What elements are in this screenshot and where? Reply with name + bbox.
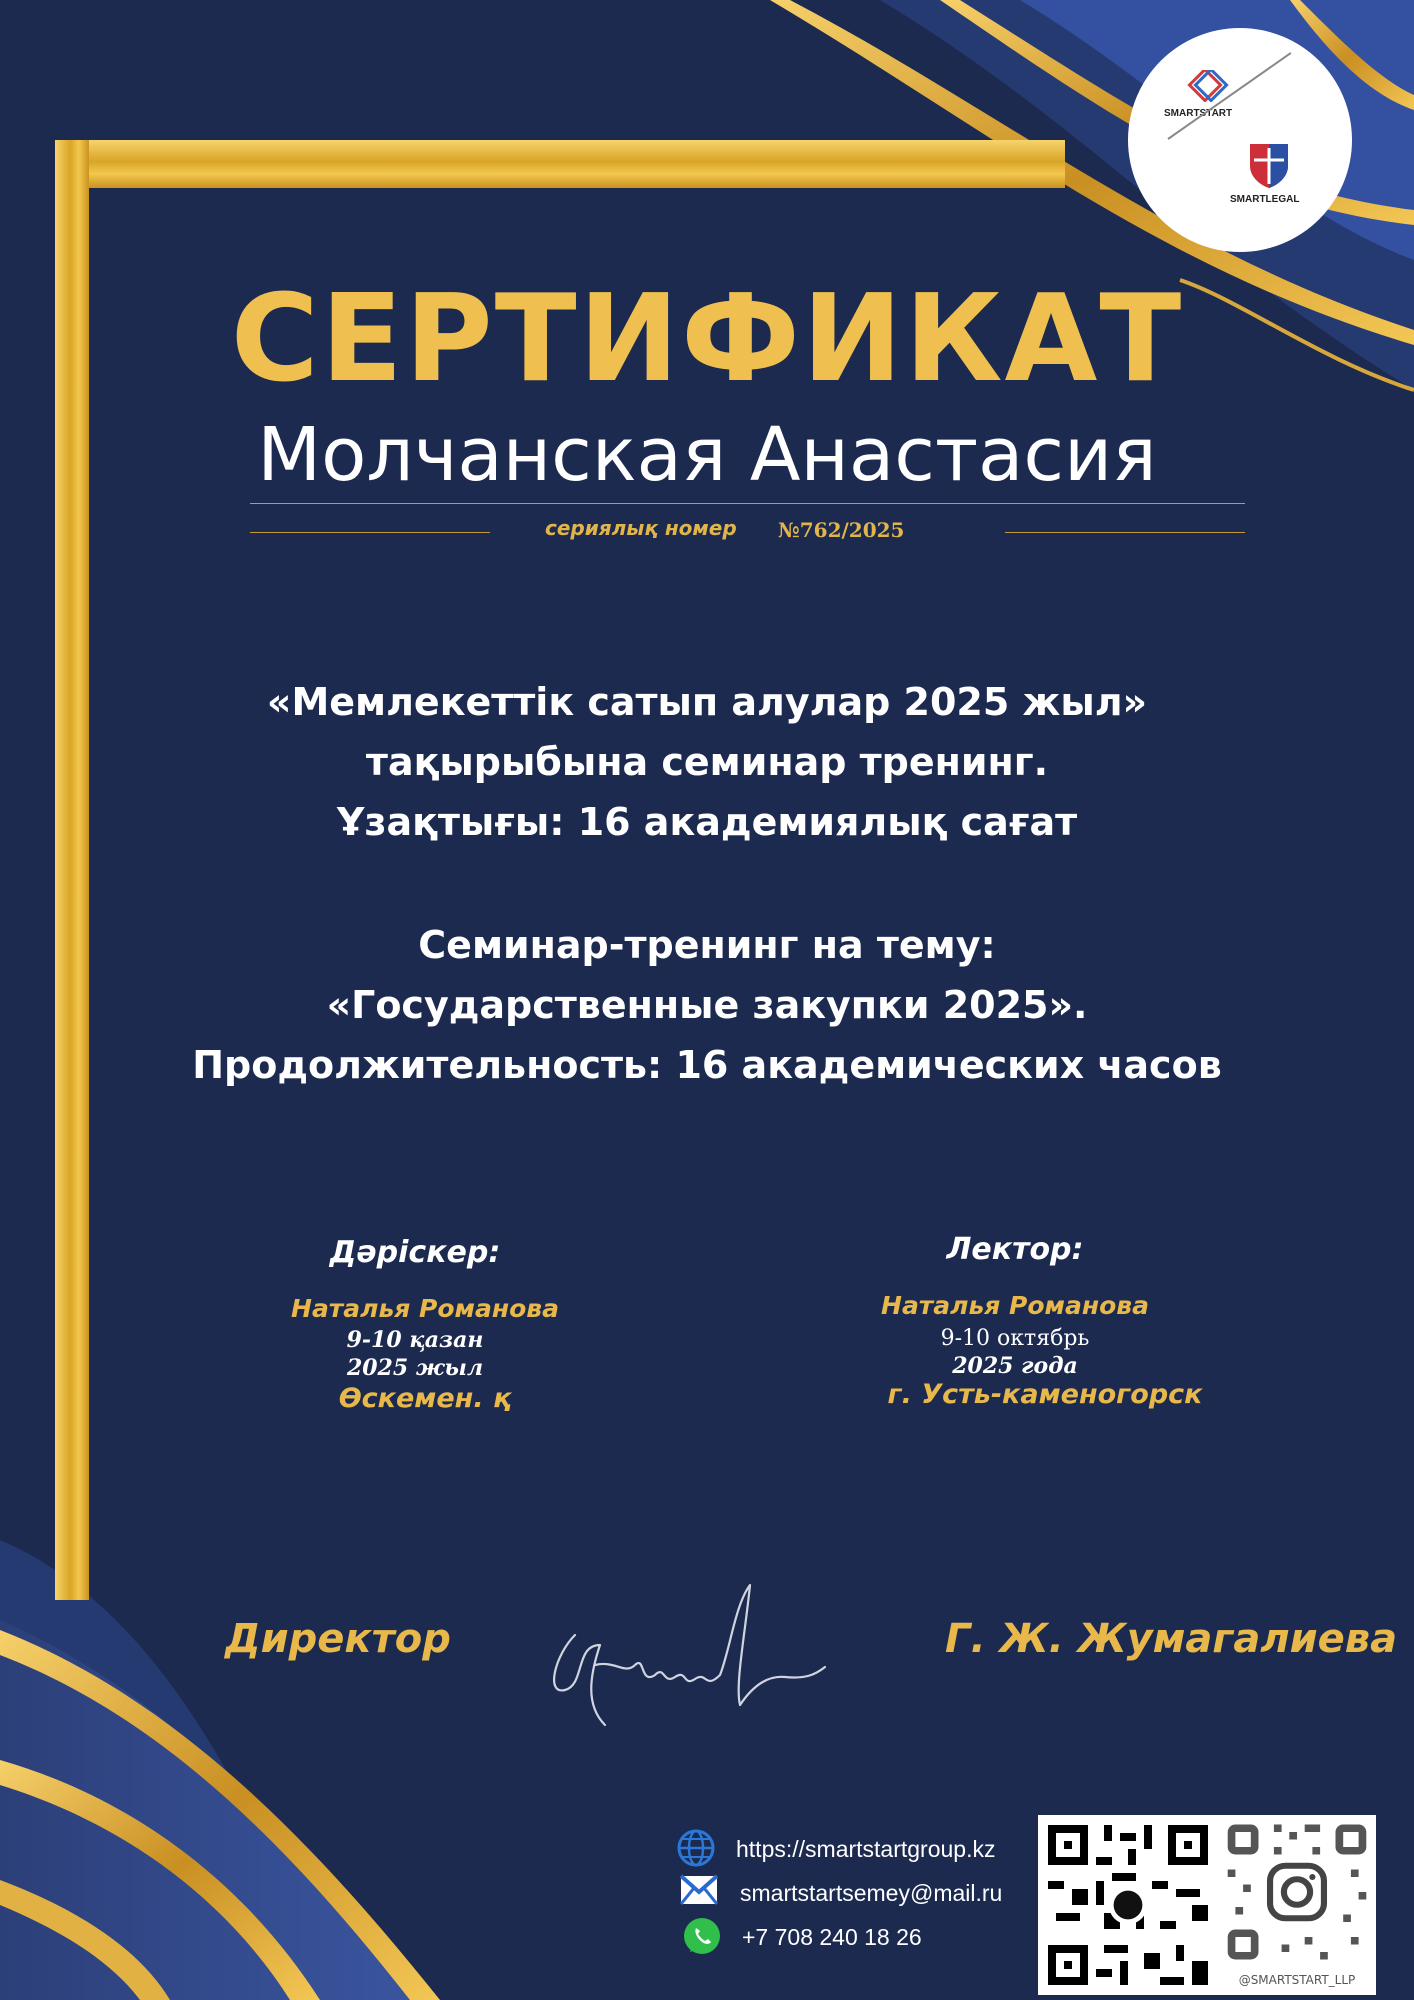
director-name: Г. Ж. Жумагалиева: [945, 1616, 1398, 1662]
description-kk-line: Ұзақтығы: 16 академиялық сағат: [336, 800, 1078, 844]
company-logo: [1128, 28, 1352, 252]
handwritten-signature: [545, 1575, 835, 1735]
lecturer-name: Наталья Романова: [291, 1294, 559, 1323]
smartlegal-brand: SMARTLEGAL: [1230, 194, 1300, 205]
description-russian: [0, 915, 1414, 1095]
phone-link[interactable]: +7 708 240 18 26: [742, 1924, 922, 1950]
lecturer-name: Наталья Романова: [881, 1291, 1149, 1320]
name-underline: [250, 503, 1245, 504]
description-ru-line: Семинар-тренинг на тему:: [418, 923, 996, 967]
serial-line-right: [1005, 532, 1245, 533]
description-kk-line: «Мемлекеттік сатып алулар 2025 жыл»: [266, 680, 1148, 724]
lecture-year: 2025 года: [952, 1353, 1078, 1379]
smartstart-brand: SMARTSTART: [1164, 108, 1233, 119]
lecture-year: 2025 жыл: [346, 1355, 484, 1381]
lecture-date: 9-10 октябрь: [940, 1326, 1090, 1351]
recipient-name: Молчанская Анастасия: [257, 412, 1157, 498]
lecture-city: г. Усть-каменогорск: [887, 1379, 1203, 1410]
instagram-qr-icon: [1220, 1817, 1374, 1967]
email-link[interactable]: smartstartsemey@mail.ru: [740, 1880, 1003, 1906]
serial-number: №762/2025: [778, 518, 905, 542]
certificate-title: СЕРТИФИКАТ: [230, 270, 1184, 409]
instagram-handle: @SMARTSTART_LLP: [1238, 1973, 1356, 1987]
serial-line-left: [250, 532, 490, 533]
serial-label: сериялық номер: [545, 516, 737, 540]
lecture-city: Өскемен. қ: [338, 1383, 512, 1414]
lecturer-block-russian: [830, 1232, 1230, 1410]
description-ru-line: Продолжительность: 16 академических часов: [192, 1043, 1222, 1087]
whatsapp-icon: [682, 1916, 722, 1956]
lecture-date: 9-10 қазан: [346, 1327, 484, 1353]
qr-code-icon: [1040, 1817, 1216, 1993]
description-kazakh: [0, 672, 1414, 852]
description-kk-line: тақырыбына семинар тренинг.: [365, 740, 1049, 784]
whatsapp-qr-code: [1038, 1815, 1218, 1995]
lecturer-heading: Дәріскер:: [329, 1235, 501, 1270]
gold-frame-top: [55, 140, 1065, 188]
globe-icon: [676, 1828, 716, 1868]
smartlegal-shield-icon: [1246, 140, 1292, 190]
instagram-qr-code: [1218, 1815, 1376, 1995]
director-role: Директор: [225, 1616, 451, 1662]
mail-icon: [680, 1874, 718, 1906]
lecturer-heading: Лектор:: [946, 1232, 1084, 1267]
lecturer-block-kazakh: [225, 1235, 625, 1414]
website-link[interactable]: https://smartstartgroup.kz: [736, 1836, 996, 1862]
description-ru-line: «Государственные закупки 2025».: [326, 983, 1088, 1027]
